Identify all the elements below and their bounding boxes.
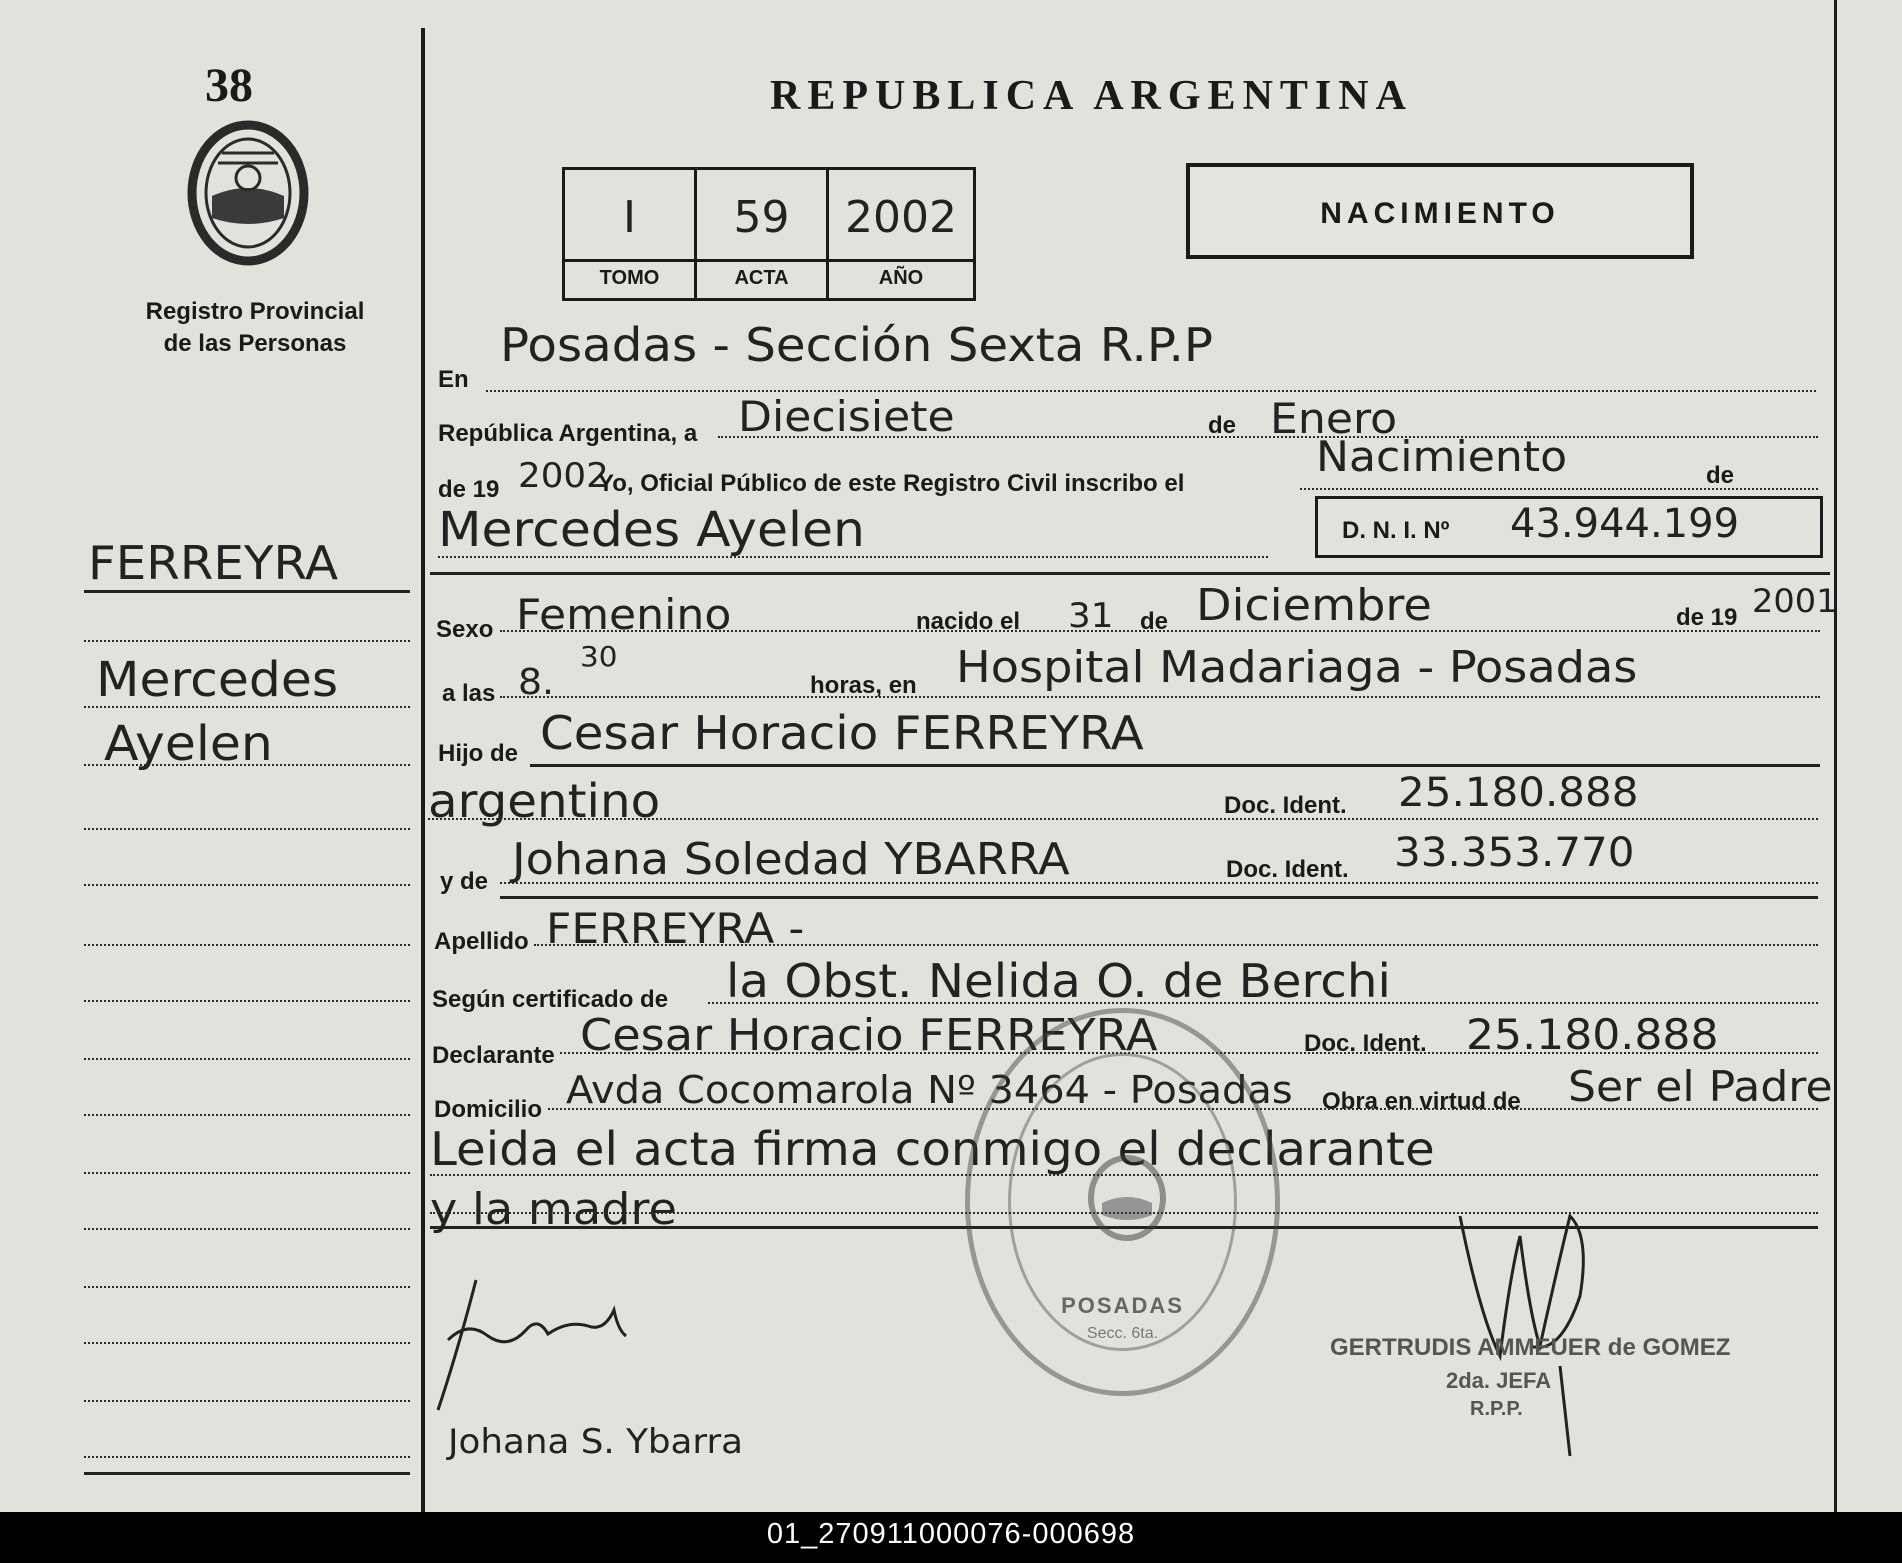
segun-value: la Obst. Nelida O. de Berchi: [726, 954, 1391, 1008]
year-prefix-label: de 19: [438, 476, 500, 503]
margin-rule: [84, 944, 410, 946]
apellido-label: Apellido: [434, 928, 529, 955]
margin-rule: [84, 706, 410, 708]
de-label: de: [1208, 412, 1237, 439]
province-coat-of-arms-icon: [178, 118, 318, 268]
declarante-doc-label: Doc. Ident.: [1304, 1030, 1427, 1057]
margin-rule: [84, 1000, 410, 1002]
year-value: 2002: [518, 456, 609, 496]
seal-section: Secc. 6ta.: [1086, 1325, 1159, 1342]
margin-surname: FERREYRA: [88, 536, 339, 590]
a-las-label: a las: [442, 680, 496, 707]
obra-label: Obra en virtud de: [1322, 1088, 1521, 1115]
mother-doc-label: Doc. Ident.: [1226, 856, 1349, 883]
obra-value: Ser el Padre: [1568, 1062, 1833, 1111]
country-title: REPUBLICA ARGENTINA: [770, 73, 1413, 119]
month-value: Enero: [1270, 394, 1398, 443]
seal-city: POSADAS: [1061, 1293, 1184, 1318]
birth-month-value: Diciembre: [1196, 580, 1432, 631]
ano-value: 2002: [845, 192, 957, 243]
margin-rule: [84, 640, 410, 642]
margin-rule: [84, 884, 410, 886]
official-stamp-name: GERTRUDIS AMMEUER de GOMEZ: [1330, 1334, 1731, 1361]
segun-label: Según certificado de: [432, 986, 669, 1013]
acta-label: ACTA: [697, 259, 826, 294]
mother-doc-value: 33.353.770: [1394, 830, 1635, 876]
form-rule: [500, 696, 1820, 698]
closing-line-2: y la madre: [430, 1184, 677, 1235]
father-name-value: Cesar Horacio FERREYRA: [540, 706, 1144, 760]
form-rule: [708, 1002, 1818, 1004]
acta-cell: [697, 170, 829, 298]
de-label-3: de: [1140, 608, 1169, 635]
scan-id: 01_270911000076-000698: [766, 1518, 1136, 1550]
mother-name-value: Johana Soledad YBARRA: [512, 834, 1070, 885]
form-rule: [718, 436, 1818, 438]
right-edge-rule: [1834, 0, 1837, 1512]
margin-rule: [84, 1228, 410, 1230]
tomo-cell: [565, 170, 697, 298]
form-rule: [486, 390, 1816, 392]
margin-rule: [84, 1456, 410, 1458]
page-number: 38: [205, 59, 253, 112]
domicilio-label: Domicilio: [434, 1096, 543, 1123]
minute-value: 30: [580, 640, 618, 673]
sexo-value: Femenino: [516, 590, 732, 639]
declarant-signature: [418, 1270, 648, 1420]
dni-box: [1315, 496, 1823, 558]
form-rule: [534, 944, 1818, 946]
margin-rule: [84, 764, 410, 766]
en-label: En: [438, 366, 469, 393]
form-rule: [428, 818, 1818, 820]
margin-rule: [84, 1114, 410, 1116]
child-name-value: Mercedes Ayelen: [438, 502, 865, 558]
form-rule: [1300, 488, 1818, 490]
inscribo-label: Yo, Oficial Público de este Registro Civil inscribo el: [598, 470, 1185, 497]
ano-cell: [829, 170, 973, 298]
inscribo-value: Nacimiento: [1316, 432, 1568, 481]
official-stamp-office: R.P.P.: [1470, 1398, 1523, 1420]
birth-year-value: 2001: [1752, 582, 1838, 620]
acta-value: 59: [733, 192, 790, 243]
horas-label: horas, en: [810, 672, 917, 699]
dni-value: 43.944.199: [1510, 501, 1740, 547]
domicilio-value: Avda Cocomarola Nº 3464 - Posadas: [566, 1068, 1293, 1112]
apellido-value: FERREYRA -: [546, 904, 805, 953]
en-value: Posadas - Sección Sexta R.P.P: [500, 318, 1213, 372]
margin-given-name-2: Ayelen: [104, 716, 273, 772]
sexo-label: Sexo: [436, 616, 494, 643]
day-value: Diecisiete: [738, 392, 955, 441]
margin-rule: [84, 1058, 410, 1060]
record-type-label: NACIMIENTO: [1320, 197, 1560, 230]
margin-rule: [84, 1472, 410, 1475]
nacido-label: nacido el: [916, 608, 1021, 635]
form-rule: [500, 882, 1818, 884]
official-stamp-role: 2da. JEFA: [1446, 1368, 1552, 1393]
father-doc-value: 25.180.888: [1398, 770, 1639, 816]
birth-day-value: 31: [1068, 596, 1114, 636]
form-rule: [500, 630, 1820, 632]
place-value: Hospital Madariaga - Posadas: [956, 642, 1638, 693]
form-rule: [430, 572, 1830, 575]
seal-coat-of-arms-icon: [1082, 1153, 1172, 1243]
declarante-label: Declarante: [432, 1042, 555, 1069]
book-reference-table: [562, 167, 976, 301]
y-de-label: y de: [440, 868, 489, 895]
official-seal: [965, 1008, 1280, 1396]
declarante-value: Cesar Horacio FERREYRA: [580, 1010, 1158, 1061]
margin-rule: [84, 1172, 410, 1174]
dni-label: D. N. I. Nº: [1342, 517, 1450, 544]
record-type-box: [1186, 163, 1694, 259]
form-rule: [438, 556, 1268, 558]
ano-label: AÑO: [829, 259, 973, 294]
father-doc-label: Doc. Ident.: [1224, 792, 1347, 819]
hijo-label: Hijo de: [438, 740, 519, 767]
tomo-label: TOMO: [565, 259, 694, 294]
margin-rule: [84, 590, 410, 593]
de-label-2: de: [1706, 462, 1735, 489]
republica-label: República Argentina, a: [438, 420, 698, 447]
margin-rule: [84, 1286, 410, 1288]
form-rule: [530, 764, 1820, 767]
declarante-doc-value: 25.180.888: [1466, 1010, 1719, 1059]
form-rule: [500, 896, 1818, 899]
margin-given-name-1: Mercedes: [96, 652, 339, 708]
mother-printed-signature: Johana S. Ybarra: [448, 1422, 744, 1462]
father-nationality-value: argentino: [428, 774, 661, 828]
registry-name: Registro Provincial de las Personas: [145, 298, 365, 357]
closing-line-1: Leida el acta firma conmigo el declarante: [430, 1122, 1435, 1176]
hour-value: 8.: [518, 662, 555, 703]
margin-rule: [84, 1400, 410, 1402]
margin-rule: [84, 1342, 410, 1344]
birth-year-prefix-label: de 19: [1676, 604, 1738, 631]
tomo-value: I: [623, 192, 636, 243]
scan-footer: [0, 1512, 1902, 1563]
margin-rule: [84, 828, 410, 830]
